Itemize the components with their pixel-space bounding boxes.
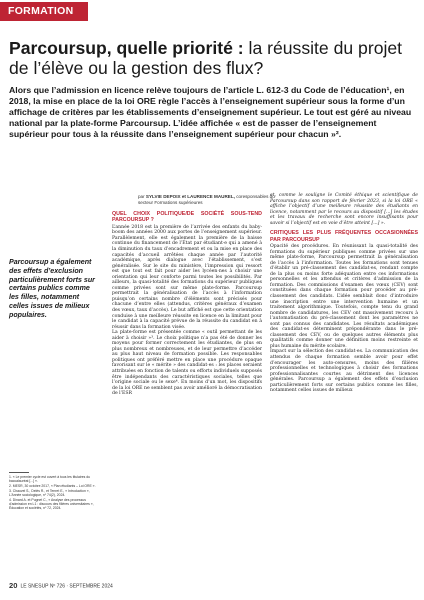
section-heading-2: CRITIQUES LES PLUS FRÉQUENTES OCCASIONNÉES PAR PARCOURSUP xyxy=(270,230,418,243)
byline-role: coresponsables du secteur Formations supérieures xyxy=(138,194,275,205)
paragraph: L’année 2018 est la première de l’arrivée des enfants du baby-boom des années 2000 aux portes de l’enseignement supérieur. Parallèlement, elle est également la première de la baisse continue du financement de l’État par étudiant·e qui a amené à la diminution du taux d’encadrement et ou la mise en place des capacités d’accueil arrêtées chaque année par l’autorité académique, après dialogue avec l’établissement, s’est généralisée. Sur le site du ministère, l’impression qui ressort est que tout est fait pour aider les lycéen·nes à choisir une orientation qui leur conforte parmi toutes les possibilités. Par ailleurs, la quasi-totalité des formations du supérieur publiques comme privées sont sur même plate-forme. Parcoursup permettrait la généralisation de l’accès à l’information puisqu’on certains nombre d’éléments sont précisés pour chacune d’entre elles (attendus, critères généraux d’examen des vœux, taux d’accès). Le but affiché est que cette orientation conduise à une meilleure réussite en licence en la limitant pour le candidat à la capacité prévue de la réussite du candidat en à réussir dans la formation visée. xyxy=(112,224,262,330)
footnotes-divider xyxy=(9,472,29,473)
article-column-2 xyxy=(270,193,418,394)
footnotes xyxy=(9,475,97,511)
article-lead: Alors que l’admission en licence relève toujours de l’article L. 612-3 du Code de l’éducation¹, en 2018, la mise en place de la loi ORE règle l’accès à l’enseignement supérieur sous la forme d’un affichage de critères par les établissements d’enseignement supérieur. Le tout est géré au niveau national par la plate-forme Parcoursup. L’idée affichée « est de passer de l’enseignement supérieur pour tous à la réussite dans l’enseignement supérieur pour chacun »². xyxy=(9,85,412,139)
footnote: 3. Chauvel S., Delès R., et Tenret E., « Introduction », L’Année sociologique, nº 74(2), 2024. xyxy=(9,488,90,497)
pull-quote: Parcoursup a également des effets d’exclusion particulièrement forts sur certains publics comme les filles, notamment celles issues de milieux populaires. xyxy=(9,258,95,319)
paragraph: Impact sur la sélection des candidat·es. La communication des attendus de chaque formation semble avoir pour effet d’encourager les auto-censures, moins des filières professionnelles et technologiques à choisir des formations professionnalisantes courtes au détriment des licences générales. Parcoursup a également des effets d’exclusion particulièrement forts sur certains publics comme les filles, notamment celles issues de milieux xyxy=(270,349,418,394)
section-tag: FORMATION xyxy=(0,2,88,21)
footnote: 1. « Le premier cycle est ouvert à tous les titulaires du baccalauréat [...] ». xyxy=(9,475,91,484)
title-rest: la réussite du projet de l’élève ou la gestion des flux? xyxy=(9,38,403,78)
paragraph: Opacité des procédures. En réunissant la quasi-totalité des formations du supérieur publiques comme privées sur une même plate-forme, Parcoursup permettrait la généralisation de l’accès à l’information. Toutes les formations sont tenues d’établir un pré-classement des candidat·es, rendant compte de la plus ou moins forte adéquation entre ces informations personnelles et les attendus et critères d’admission de la formation. Des commissions d’examen des vœux (CEV) sont constituées dans chaque formation pour procéder au pré-classement des candidats. L’idée semblait donc d’introduire une inscription entre une intervention humaine et un traitement algorithmique. Toutefois, compte tenu du grand nombre de candidatures, les CEV ont massivement recours à l’automatisation du pré-classement dont les paramètres ne sont pas connus des candidates. Les résultats académiques des candidat·es déterminent prépondérante dans le pré-classement des CEV, ou de quelques autres éléments plus qualitatifs comme donner une définition moins restreinte et plus humaine du mérite scolaire. xyxy=(270,244,418,349)
paragraph: et, comme le souligne le Comité éthique et scientifique de Parcoursup dans son rapport de février 2023, si la loi ORE « affiche l’objectif d’une meilleure réussite des étudiants en licence, notamment par le recours au dispositif [...] les études et les travaux de recherche sont encore insuffisants pour savoir si l’objectif est en voie d’être atteint [...] ». xyxy=(270,193,418,226)
byline-prefix: par xyxy=(138,194,146,199)
paragraph: La plate-forme est présentée comme « outil permettant de les aider à choisir »³. Le choix politique n’a pas été de donner les moyens pour former correctement les étudiantes, de plus en plus nombreux et nombreuses, et de leur permettre d’accéder au plus haut niveau de formation possible. Les responsables politiques ont préféré mettre en place une procédure opaque favorisant sur le « mérite » des candidat·es : les places seraient attribuées en fonction de talents ou efforts individuels supposés être indépendants des caractéristiques sociales, telles que l’origine sociale ou le sexe⁴. En moins d’un mot, les dispositifs de la loi ORE ne semblent pas avoir amélioré la démocratisation de l’ESR xyxy=(112,330,262,397)
byline xyxy=(138,194,278,205)
page-number: 20 xyxy=(9,581,18,590)
footnote: 4. Dinard A. et Pugnet C., « Analyse des processus d’admission en L1 : discours des filières universitaires », Éducation et sociétés, nº 72, 2024. xyxy=(9,497,94,510)
article-column-1 xyxy=(112,211,262,397)
page-footer xyxy=(9,581,113,591)
article-title xyxy=(9,38,417,78)
section-heading-1: QUEL CHOIX POLITIQUE/DE SOCIÉTÉ SOUS-TEND PARCOURSUP ? xyxy=(112,211,262,224)
title-bold: Parcoursup, quelle priorité : xyxy=(9,38,244,58)
footnote: 2. MESR, 30 octobre 2017, « Plan étudiants – Loi ORE ». xyxy=(9,483,96,488)
journal-name: LE SNESUP Nº 726 · SEPTEMBRE 2024 xyxy=(20,583,113,590)
byline-authors: SYLVIE DEPOIX et LAURENCE MAUREL, xyxy=(145,194,235,199)
